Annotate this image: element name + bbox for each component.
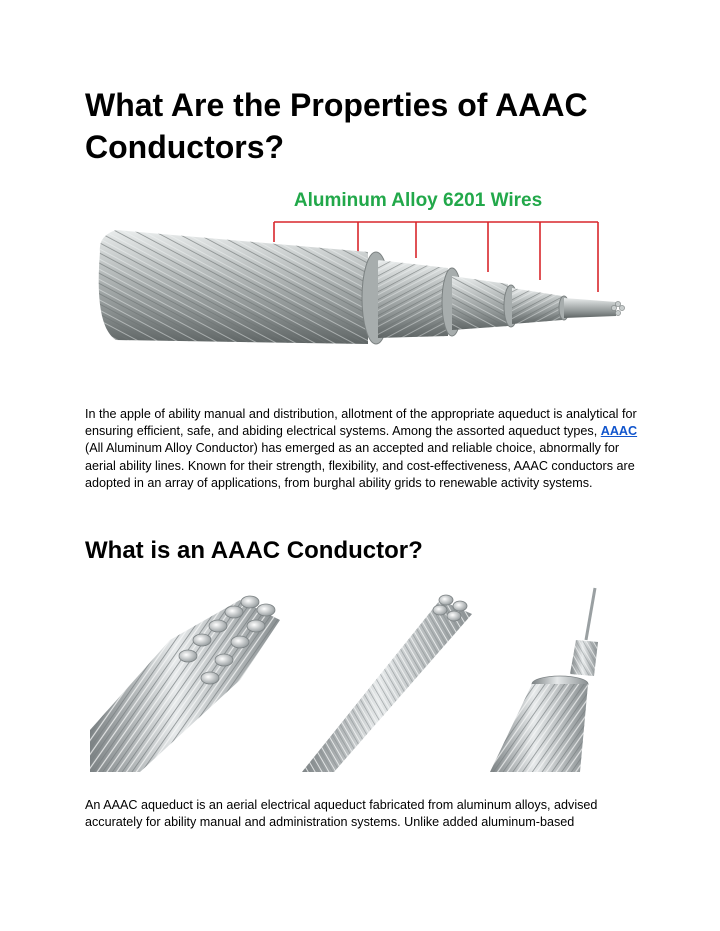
- intro-text-after: (All Aluminum Alloy Conductor) has emerged as an accepted and reliable choice, abnormally for aerial ability lines. Known for their strength, flexibility, and cost-effectiveness, AAAC conductors are adopted in an array of applications, from burghal ability grids to renewable activity systems.: [85, 441, 635, 490]
- intro-paragraph: [85, 406, 645, 492]
- conductor-photos-figure: [90, 580, 638, 772]
- section-heading: What is an AAAC Conductor?: [85, 537, 423, 564]
- outer-strand-layer: [99, 230, 390, 344]
- intro-text-before: In the apple of ability manual and distribution, allotment of the appropriate aqueduct is analytical for ensuring efficient, safe, and abiding electrical systems. Among the assorted aqueduct types,: [85, 407, 637, 439]
- conductor-photo-splayed: [90, 596, 280, 772]
- fourth-strand-layer: [512, 288, 569, 324]
- second-strand-layer: [378, 260, 462, 338]
- third-strand-layer: [452, 276, 518, 330]
- conductor-photo-core: [490, 588, 598, 772]
- definition-paragraph: An AAAC aqueduct is an aerial electrical aqueduct fabricated from aluminum alloys, advised accurately for ability manual and administration systems. Unlike added aluminum-based: [85, 798, 598, 830]
- figure-caption: Aluminum Alloy 6201 Wires: [293, 190, 543, 211]
- core-strands: [564, 298, 625, 318]
- conductor-layers-figure: [88, 176, 640, 366]
- page-title: What Are the Properties of AAAC Conductors?: [85, 87, 588, 165]
- conductor-photo-diagonal: [302, 595, 472, 772]
- aaac-link[interactable]: AAAC: [600, 424, 638, 439]
